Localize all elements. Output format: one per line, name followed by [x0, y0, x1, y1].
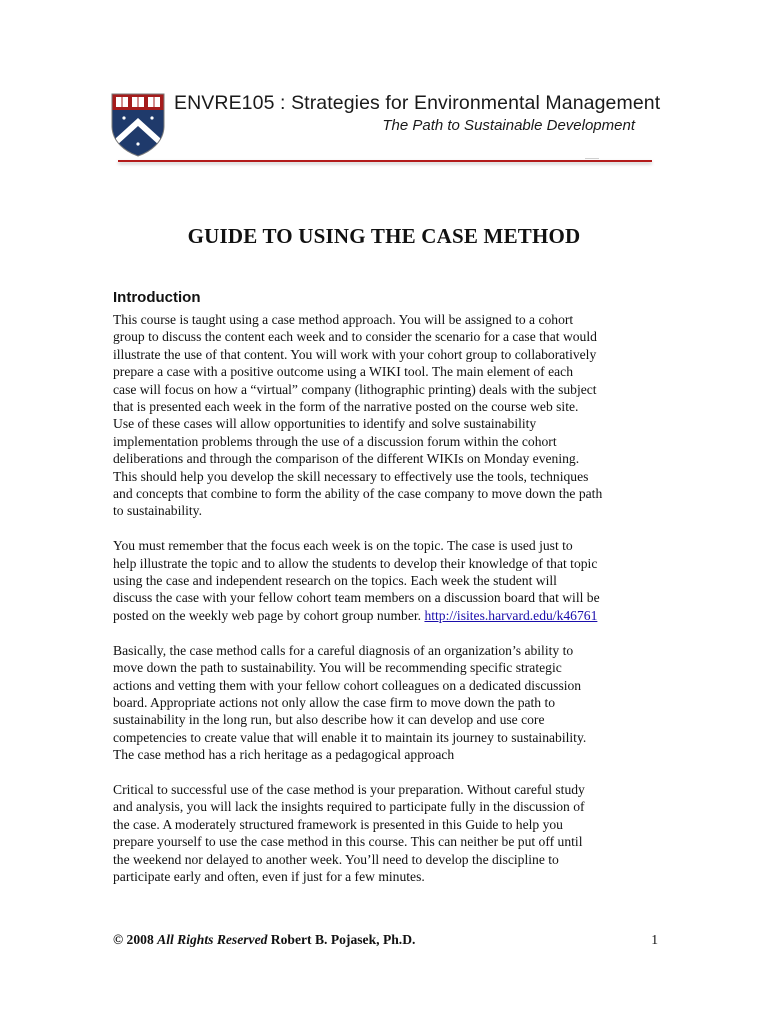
text-line: to sustainability. [113, 503, 202, 519]
paragraph-3 [113, 642, 658, 764]
harvard-crest-logo [110, 92, 166, 158]
paragraph-4 [113, 781, 658, 885]
banner-divider [118, 160, 652, 162]
author-name: Robert B. Pojasek, Ph.D. [267, 932, 416, 947]
text-line: case will focus on how a “virtual” company (lithographic printing) deals with the subject [113, 381, 597, 397]
text-line: This should help you develop the skill necessary to effectively use the tools, techniques [113, 468, 589, 484]
text-line: competencies to create value that will enable it to maintain its journey to sustainability. [113, 729, 587, 745]
text-line: board. Appropriate actions not only allow the case firm to move down the path to [113, 694, 556, 710]
text-line: The case method has a rich heritage as a pedagogical approach [113, 747, 455, 763]
page-number: 1 [651, 932, 658, 947]
text-line: using the case and independent research on the topics. Each week the student will [113, 573, 557, 589]
text-line: Use of these cases will allow opportunities to identify and solve sustainability [113, 416, 537, 432]
text-line: You must remember that the focus each week is on the topic. The case is used just to [113, 538, 573, 554]
course-site-link[interactable]: http://isites.harvard.edu/k46761 [424, 607, 598, 623]
text-line: prepare yourself to use the case method in this course. This can neither be put off until [113, 834, 583, 850]
text-line-prefix: posted on the weekly web page by cohort group number. [113, 607, 425, 623]
text-line: help illustrate the topic and to allow the students to develop their knowledge of that topic [113, 555, 598, 571]
text-line: deliberations and through the comparison of the different WIKIs on Monday evening. [113, 451, 580, 467]
course-subtitle: The Path to Sustainable Development [382, 117, 635, 134]
text-line: and concepts that combine to form the ability of the case company to move down the path [113, 486, 603, 502]
text-line: group to discuss the content each week and to consider the scenario for a case that would [113, 329, 597, 345]
rights-reserved: All Rights Reserved [157, 932, 268, 947]
text-line: the weekend nor delayed to another week. You’ll need to develop the discipline to [113, 851, 559, 867]
course-banner [110, 92, 661, 172]
section-heading: Introduction [113, 289, 201, 306]
text-line: Critical to successful use of the case method is your preparation. Without careful study [113, 781, 585, 797]
copyright-prefix: © 2008 [113, 932, 158, 947]
text-line: sustainability in the long run, but also describe how it can develop and use core [113, 712, 545, 728]
text-line: prepare a case with a positive outcome using a WIKI tool. The main element of each [113, 364, 574, 380]
text-line [113, 607, 658, 624]
body-text [113, 311, 658, 903]
text-line: actions and vetting them with your fellow cohort colleagues on a dedicated discussion [113, 677, 582, 693]
text-line: implementation problems through the use of a discussion forum within the cohort [113, 433, 557, 449]
text-line: the case. A moderately structured framework is presented in this Guide to help you [113, 816, 563, 832]
text-line: move down the path to sustainability. You will be recommending specific strategic [113, 660, 562, 676]
course-title: ENVRE105 : Strategies for Environmental Management [174, 92, 661, 114]
text-line: and analysis, you will lack the insights required to participate fully in the discussion of [113, 799, 585, 815]
document-title: GUIDE TO USING THE CASE METHOD [187, 224, 581, 248]
text-line: Basically, the case method calls for a careful diagnosis of an organization’s ability to [113, 642, 574, 658]
text-line: illustrate the use of that content. You will work with your cohort group to collaboratively [113, 346, 597, 362]
text-line: participate early and often, even if just for a few minutes. [113, 868, 425, 884]
text-line: discuss the case with your fellow cohort team members on a discussion board that will be [113, 590, 600, 606]
page-footer [113, 932, 658, 948]
text-line: that is presented each week in the form of the narrative posted on the course web site. [113, 399, 579, 415]
paragraph-1 [113, 311, 658, 520]
paragraph-2 [113, 537, 658, 624]
text-line: This course is taught using a case method approach. You will be assigned to a cohort [113, 312, 574, 327]
banner-mark [585, 158, 599, 159]
